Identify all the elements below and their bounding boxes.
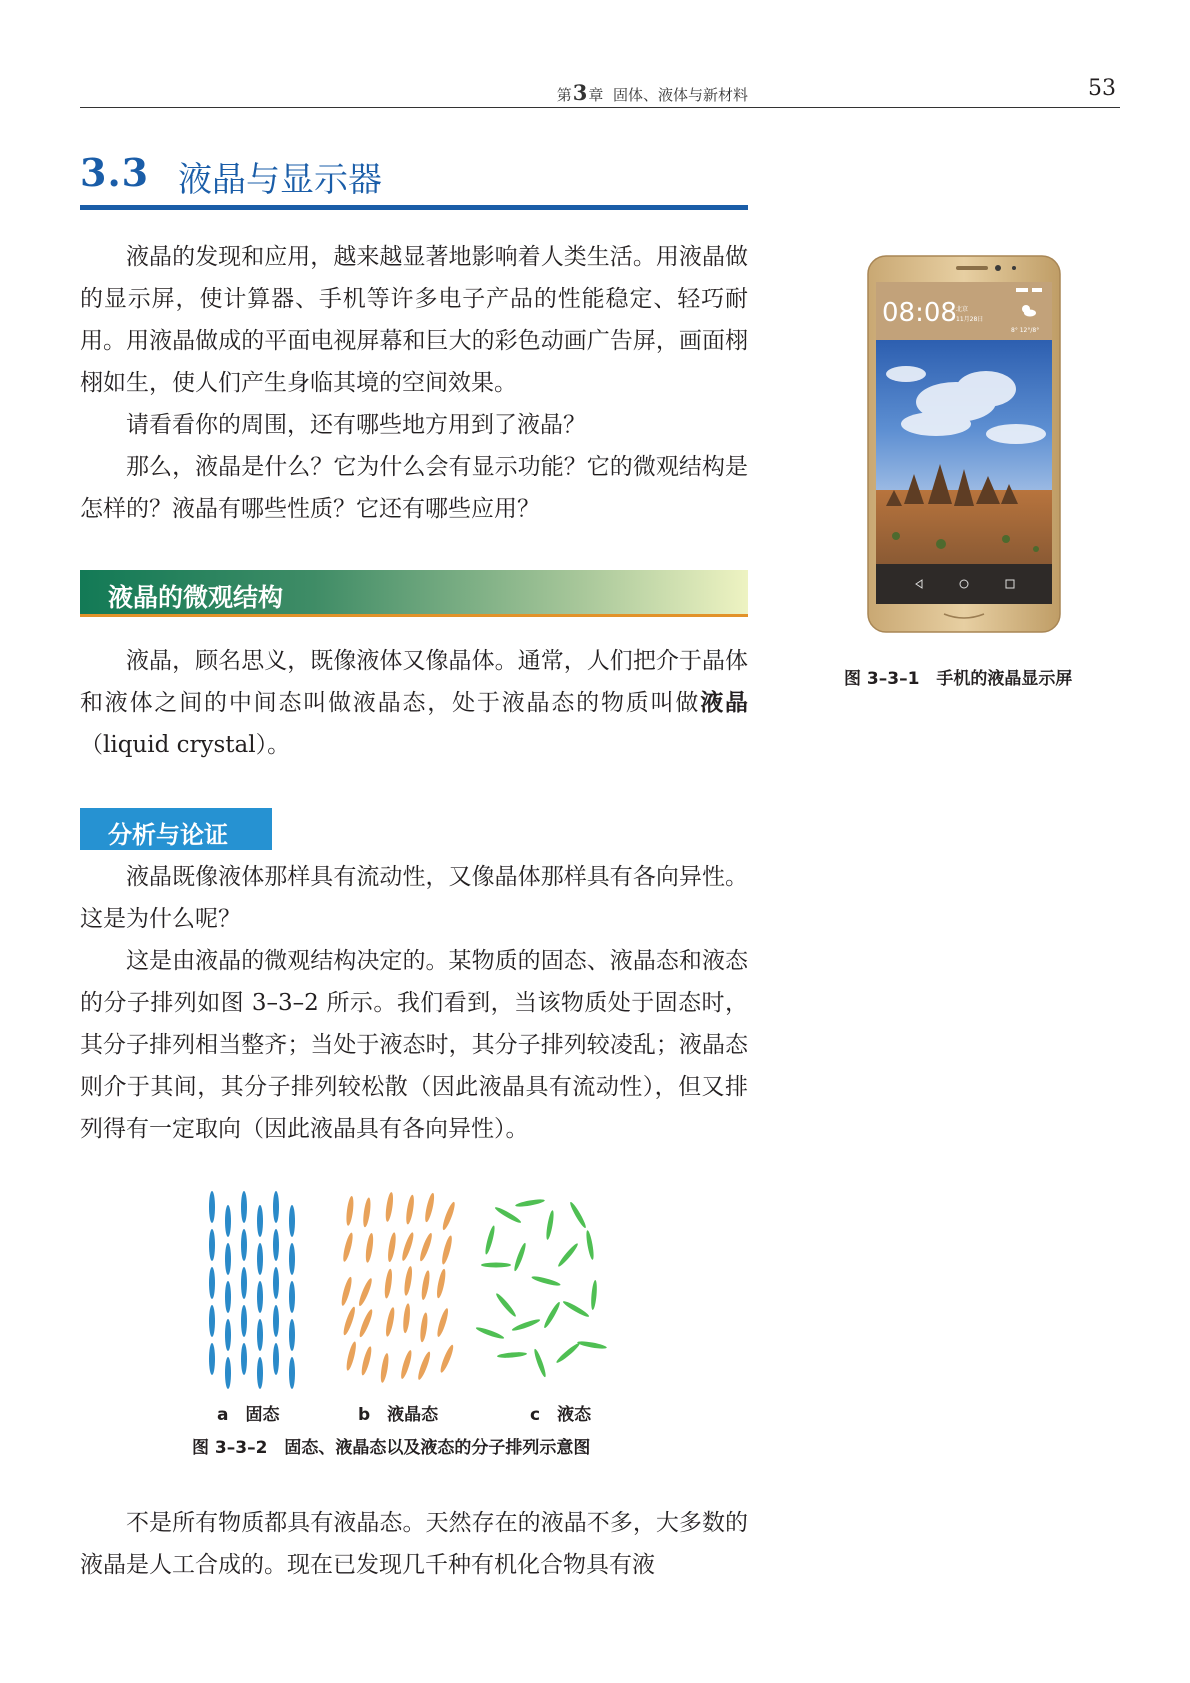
liquid-molecule bbox=[555, 1341, 581, 1364]
solid-molecule bbox=[241, 1343, 247, 1375]
solid-molecule bbox=[225, 1281, 231, 1313]
intro-paragraph-2: 请看看你的周围，还有哪些地方用到了液晶？ bbox=[126, 412, 586, 438]
molecular-arrangement-figure bbox=[190, 1185, 630, 1405]
solid-molecule bbox=[257, 1243, 263, 1275]
solid-molecule bbox=[209, 1267, 215, 1299]
liquid-crystal-molecule bbox=[441, 1201, 457, 1231]
liquid-crystal-molecule bbox=[403, 1266, 414, 1297]
liquid-crystal-molecule bbox=[379, 1353, 390, 1384]
liquid-crystal-molecule bbox=[400, 1231, 415, 1261]
solid-molecule bbox=[273, 1191, 279, 1223]
solid-molecule bbox=[241, 1267, 247, 1299]
phone-clock: 08:08 bbox=[882, 298, 957, 328]
solid-molecule bbox=[225, 1243, 231, 1275]
liquid-molecule bbox=[542, 1301, 561, 1329]
liquid-crystal-molecule bbox=[405, 1194, 416, 1225]
liquid-molecule bbox=[481, 1263, 511, 1268]
subsection-title: 液晶的微观结构 bbox=[108, 583, 284, 612]
liquid-crystal-molecule bbox=[383, 1268, 393, 1299]
phone-sensor-icon bbox=[1012, 266, 1016, 270]
analysis-paragraph-1: 液晶既像液体那样具有流动性，又像晶体那样具有各向异性。这是为什么呢？ bbox=[80, 864, 748, 932]
phone-nav-bar bbox=[876, 564, 1052, 604]
running-header bbox=[0, 80, 748, 105]
liquid-crystal-molecule bbox=[440, 1235, 454, 1266]
solid-molecule bbox=[241, 1305, 247, 1337]
intro-paragraph-3: 那么，液晶是什么？它为什么会有显示功能？它的微观结构是怎样的？液晶有哪些性质？它还有哪些应用？ bbox=[80, 454, 748, 522]
solid-molecule bbox=[257, 1205, 263, 1237]
solid-molecule bbox=[257, 1281, 263, 1313]
solid-molecule bbox=[273, 1305, 279, 1337]
liquid-molecule bbox=[585, 1230, 595, 1260]
liquid-molecule bbox=[568, 1201, 587, 1229]
liquid-molecule bbox=[497, 1351, 527, 1359]
figure-label-liquid-crystal: b 液晶态 bbox=[358, 1405, 439, 1425]
liquid-molecule bbox=[562, 1299, 590, 1318]
solid-molecule bbox=[289, 1243, 295, 1275]
phone-speaker bbox=[956, 266, 988, 270]
intro-text bbox=[80, 236, 748, 530]
section-title: 液晶与显示器 bbox=[178, 160, 382, 200]
solid-molecule bbox=[289, 1205, 295, 1237]
liquid-crystal-molecule bbox=[345, 1196, 355, 1227]
figure-label-solid: a 固态 bbox=[217, 1405, 280, 1425]
chapter-suffix: 章 bbox=[588, 86, 604, 104]
liquid-molecules bbox=[475, 1198, 607, 1378]
liquid-crystal-molecules bbox=[340, 1192, 457, 1384]
liquid-molecule bbox=[556, 1242, 579, 1268]
liquid-crystal-molecule bbox=[438, 1344, 455, 1374]
solid-molecule bbox=[241, 1229, 247, 1261]
intro-paragraph-1: 液晶的发现和应用，越来越显著地影响着人类生活。用液晶做的显示屏，使计算器、手机等许多电子产品的性能稳定、轻巧耐用。用液晶做成的平面电视屏幕和巨大的彩色动画广告屏，画面栩栩如生，使人们产生身临其境的空间效果。 bbox=[80, 244, 748, 396]
figure-1-caption: 图 3–3–1 手机的液晶显示屏 bbox=[844, 669, 1073, 689]
section-number: 3.3 bbox=[80, 150, 150, 195]
liquid-crystal-molecule bbox=[418, 1232, 434, 1262]
solid-molecule bbox=[289, 1281, 295, 1313]
chapter-title: 固体、液体与新材料 bbox=[612, 86, 748, 104]
liquid-molecule bbox=[511, 1318, 541, 1333]
liquid-crystal-molecule bbox=[357, 1277, 374, 1307]
solid-molecule bbox=[225, 1205, 231, 1237]
phone-camera-icon bbox=[995, 265, 1001, 271]
liquid-molecule bbox=[494, 1205, 522, 1224]
liquid-molecule bbox=[475, 1326, 505, 1341]
chapter-prefix: 第 bbox=[556, 86, 572, 104]
analysis-tag-label: 分析与论证 bbox=[108, 821, 228, 849]
solid-molecule bbox=[225, 1357, 231, 1389]
analysis-text bbox=[80, 856, 748, 1150]
definition-tail: （liquid crystal）。 bbox=[80, 732, 291, 758]
liquid-crystal-molecule bbox=[360, 1346, 374, 1377]
phone-city: 北京 bbox=[956, 306, 969, 313]
subsection-paragraph bbox=[80, 640, 748, 766]
solid-molecule bbox=[273, 1267, 279, 1299]
header-rule bbox=[80, 107, 1120, 108]
solid-molecule bbox=[273, 1343, 279, 1375]
key-term: 液晶 bbox=[700, 690, 749, 716]
liquid-crystal-molecule bbox=[416, 1351, 432, 1381]
figure-label-liquid: c 液态 bbox=[530, 1405, 592, 1425]
chapter-number: 3 bbox=[572, 80, 588, 105]
phone-lcd-figure bbox=[866, 254, 1062, 636]
section-rule bbox=[80, 205, 748, 210]
liquid-molecule bbox=[515, 1198, 545, 1208]
liquid-crystal-molecule bbox=[384, 1307, 396, 1338]
definition-lead: 液晶，顾名思义，既像液体又像晶体。通常，人们把介于晶体和液体之间的中间态叫做液晶态，处于液晶态的物质叫做 bbox=[80, 648, 748, 716]
liquid-crystal-molecule bbox=[345, 1341, 358, 1372]
solid-molecule bbox=[257, 1357, 263, 1389]
liquid-crystal-molecule bbox=[435, 1307, 450, 1337]
solid-molecule bbox=[289, 1357, 295, 1389]
page-number: 53 bbox=[1088, 76, 1116, 101]
solid-molecules bbox=[209, 1191, 295, 1389]
liquid-crystal-molecule bbox=[358, 1308, 375, 1338]
solid-molecule bbox=[209, 1191, 215, 1223]
liquid-crystal-molecule bbox=[423, 1192, 436, 1223]
solid-molecule bbox=[289, 1319, 295, 1351]
solid-molecule bbox=[209, 1305, 215, 1337]
liquid-crystal-molecule bbox=[384, 1192, 394, 1223]
solid-molecule bbox=[225, 1319, 231, 1351]
liquid-crystal-molecule bbox=[435, 1268, 447, 1299]
liquid-molecule bbox=[513, 1242, 528, 1272]
liquid-molecule bbox=[533, 1348, 548, 1378]
solid-molecule bbox=[209, 1343, 215, 1375]
subsection-text bbox=[80, 640, 748, 766]
liquid-crystal-molecule bbox=[387, 1232, 398, 1263]
liquid-crystal-molecule bbox=[402, 1303, 411, 1333]
liquid-crystal-molecule bbox=[364, 1233, 374, 1264]
liquid-molecule bbox=[577, 1340, 607, 1350]
liquid-crystal-molecule bbox=[340, 1276, 354, 1307]
liquid-molecule bbox=[545, 1210, 555, 1240]
liquid-crystal-molecule bbox=[342, 1306, 357, 1336]
phone-temperature: 8° 12°/8° bbox=[1011, 327, 1040, 334]
liquid-crystal-molecule bbox=[420, 1270, 431, 1301]
liquid-molecule bbox=[531, 1275, 561, 1288]
liquid-crystal-molecule bbox=[399, 1349, 413, 1379]
closing-text bbox=[80, 1502, 748, 1586]
liquid-molecule bbox=[494, 1292, 517, 1318]
solid-molecule bbox=[209, 1229, 215, 1261]
liquid-crystal-molecule bbox=[362, 1197, 372, 1228]
phone-date: 11月28日 bbox=[956, 316, 984, 323]
liquid-crystal-molecule bbox=[341, 1232, 354, 1263]
analysis-paragraph-2: 这是由液晶的微观结构决定的。某物质的固态、液晶态和液态的分子排列如图 3–3–2 所示。我们看到，当该物质处于固态时，其分子排列相当整齐；当处于液态时，其分子排列较凌乱；液晶态则介于其间，其分子排列较松散（因此液晶具有流动性），但又排列得有一定取向（因此液晶具有各向异性）。 bbox=[80, 948, 748, 1142]
liquid-crystal-molecule bbox=[419, 1312, 429, 1343]
closing-paragraph: 不是所有物质都具有液晶态。天然存在的液晶不多，大多数的液晶是人工合成的。现在已发现几千种有机化合物具有液 bbox=[80, 1510, 748, 1578]
solid-molecule bbox=[257, 1319, 263, 1351]
liquid-molecule bbox=[590, 1280, 598, 1310]
solid-molecule bbox=[241, 1191, 247, 1223]
liquid-molecule bbox=[484, 1225, 497, 1255]
solid-molecule bbox=[273, 1229, 279, 1261]
figure-2-caption: 图 3–3–2 固态、液晶态以及液态的分子排列示意图 bbox=[192, 1438, 591, 1458]
